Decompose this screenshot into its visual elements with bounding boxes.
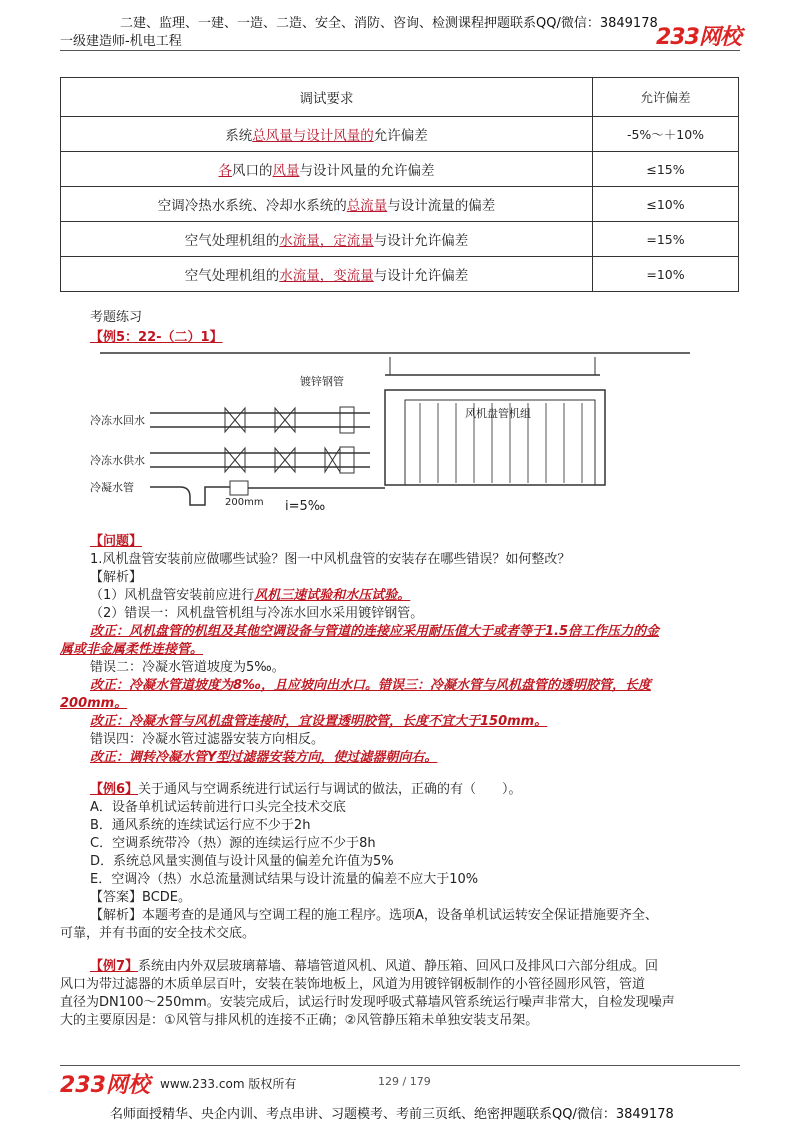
table-row: 系统总风量与设计风量的允许偏差 -5%～＋10% (61, 117, 739, 152)
analysis-tag: 【解析】 (90, 570, 143, 585)
diagram-label-condensate: 冷凝水管 (90, 481, 134, 494)
diagram-label-return: 冷冻水回水 (90, 414, 145, 427)
table-row: 空气处理机组的水流量，变流量与设计允许偏差 =10% (61, 257, 739, 292)
table-row: 空调冷热水系统、冷却水系统的总流量与设计流量的偏差 ≤10% (61, 187, 739, 222)
diagram-label-length: 200mm (225, 497, 264, 508)
question-text: 1.风机盘管安装前应做哪些试验？图一中风机盘管的安装存在哪些错误？如何整改？ (90, 552, 571, 567)
diagram-label-supply: 冷冻水供水 (90, 454, 145, 467)
footer-divider (60, 1065, 740, 1066)
example6-answer: 【答案】BCDE。 (90, 890, 191, 905)
table-cell-value: ≤15% (593, 152, 739, 187)
example7-line-2: 风口为带过滤器的木质单层百叶，安装在装饰地板上，风道为用镀锌钢板制作的小管径圆形风管，管道 (60, 977, 646, 992)
diagram-label-pipe: 镀锌钢管 (300, 375, 344, 388)
question-tag: 【问题】 (90, 534, 143, 549)
table-cell-value: =15% (593, 222, 739, 257)
table-cell-value: =10% (593, 257, 739, 292)
example7-line-1: 【例7】系统由内外双层玻璃幕墙、幕墙管道风机、风道、静压箱、回风口及排风口六部分组成。回 (90, 959, 659, 974)
page-number: 129 / 179 (378, 1075, 431, 1088)
option-c: C．空调系统带冷（热）源的连续运行应不少于8h (90, 836, 376, 851)
header-divider (60, 50, 740, 51)
option-a: A．设备单机试运转前进行口头完全技术交底 (90, 800, 346, 815)
fix-1b: 属或非金属柔性连接管。 (60, 642, 204, 657)
answer-line-2: （2）错误一：风机盘管机组与冷冻水回水采用镀锌钢管。 (90, 606, 424, 621)
error-2: 错误二：冷凝水管道坡度为5‰。 (90, 660, 285, 675)
header-contact-line: 二建、监理、一建、一造、二造、安全、消防、咨询、检测课程押题联系QQ/微信：3849178 (120, 16, 658, 31)
tolerance-table (60, 77, 739, 292)
option-e: E．空调冷（热）水总流量测试结果与设计流量的偏差不应大于10% (90, 872, 479, 887)
example7-line-3: 直径为DN100～250mm。安装完成后，试运行时发现呼吸式幕墙风管系统运行噪声非常大，自检发现噪声 (60, 995, 675, 1010)
table-row: 空气处理机组的水流量，定流量与设计允许偏差 =15% (61, 222, 739, 257)
fix-2a: 改正：冷凝水管道坡度为8‰，且应坡向出水口。错误三：冷凝水管与风机盘管的透明胶管，长度 (90, 678, 651, 693)
table-header-cell: 允许偏差 (593, 78, 739, 117)
practice-title: 考题练习 (90, 310, 143, 325)
fix-3: 改正：冷凝水管与风机盘管连接时，宜设置透明胶管，长度不宜大于150mm。 (90, 714, 548, 729)
option-d: D．系统总风量实测值与设计风量的偏差允许值为5% (90, 854, 394, 869)
footer-logo: 233网校 (60, 1073, 150, 1098)
table-cell-value: -5%～＋10% (593, 117, 739, 152)
diagram-label-unit: 风机盘管机组 (465, 407, 531, 420)
example6-analysis-1: 【解析】本题考查的是通风与空调工程的施工程序。选项A，设备单机试运转安全保证措施要齐全、 (90, 908, 658, 923)
table-header-row (61, 78, 739, 117)
table-header-cell: 调试要求 (61, 78, 593, 117)
error-4: 错误四：冷凝水管过滤器安装方向相反。 (90, 732, 325, 747)
example5-tag: 【例5：22-（二）1】 (90, 330, 223, 345)
example6-stem: 【例6】关于通风与空调系统进行试运行与调试的做法，正确的有（ ）。 (90, 782, 522, 797)
answer-line-1: （1）风机盘管安装前应进行风机三速试验和水压试验。 (90, 588, 411, 603)
brand-logo: 233网校 (656, 25, 741, 50)
example6-analysis-2: 可靠，并有书面的安全技术交底。 (60, 926, 256, 941)
option-b: B．通风系统的连续试运行应不少于2h (90, 818, 311, 833)
fix-1a: 改正：风机盘管的机组及其他空调设备与管道的连接应采用耐压值大于或者等于1.5倍工作压力的金 (90, 624, 660, 639)
footer-site: www.233.com 版权所有 (160, 1077, 297, 1091)
fix-4: 改正：调转冷凝水管Y型过滤器安装方向，使过滤器朝向右。 (90, 750, 438, 765)
fan-coil-diagram (90, 345, 695, 525)
diagram-label-slope: i=5‰ (285, 499, 326, 514)
table-cell-value: ≤10% (593, 187, 739, 222)
fix-2b: 200mm。 (60, 696, 128, 711)
document-subtitle: 一级建造师-机电工程 (60, 34, 182, 49)
example7-line-4: 大的主要原因是：①风管与排风机的连接不正确；②风管静压箱未单独安装支吊架。 (60, 1013, 539, 1028)
table-row: 各风口的风量与设计风量的允许偏差 ≤15% (61, 152, 739, 187)
footer-contact-line: 名师面授精华、央企内训、考点串讲、习题模考、考前三页纸、绝密押题联系QQ/微信：3849178 (110, 1107, 674, 1122)
